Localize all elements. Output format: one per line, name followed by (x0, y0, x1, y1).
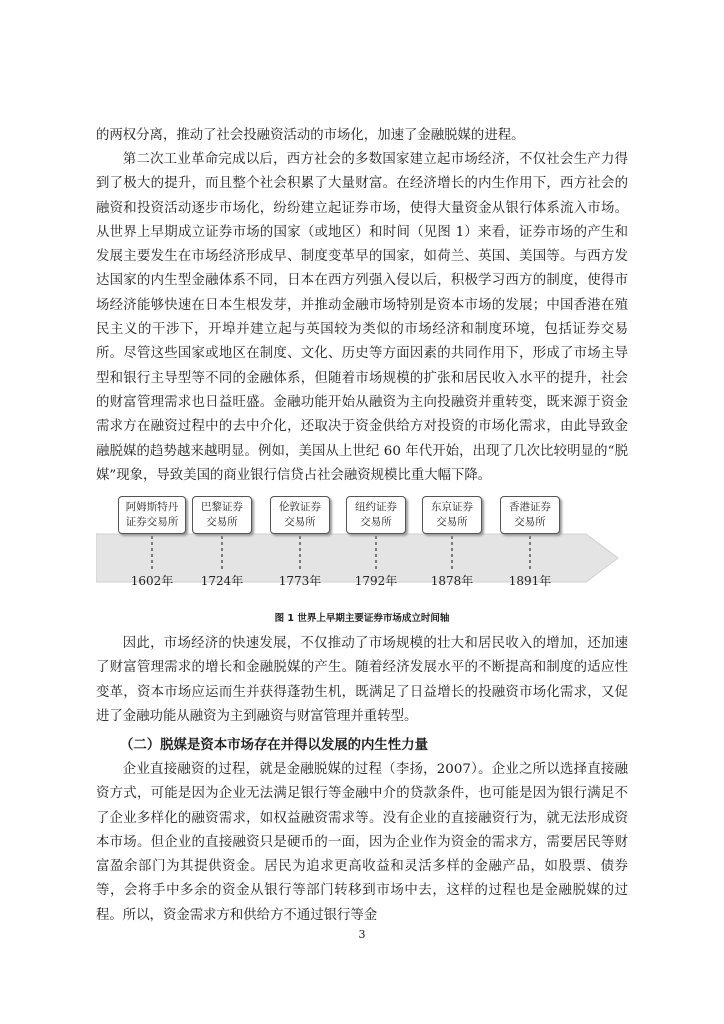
figure-caption: 图 1 世界上早期主要证券市场成立时间轴 (274, 613, 450, 624)
timeline-year-1891: 1891年 (508, 574, 552, 588)
timeline-year-1602: 1602年 (130, 574, 174, 588)
timeline-box-tokyo: 东京证券 交易所 (422, 496, 482, 534)
paragraph-2: 第二次工业革命完成以后，西方社会的多数国家建立起市场经济，不仅社会生产力得到了极大的提升，而且整个社会积累了大量财富。在经济增长的内生作用下，西方社会的融资和投资活动逐步市场化，纷纷建立起证券市场，使得大量资金从银行体系流入市场。从世界上早期成立证券市场的国家（或地区）和时间（见图 1）来看，证券市场的产生和发展主要发生在市场经济形成早、制度变革早的国家，如荷兰、英国、美国等。与西方发达国家的内生型金融体系不同，日本在西方列强入侵以后，积极学习西方的制度，使得市场经济能够快速在日本生根发芽，并推动金融市场特别是资本市场的发展；中国香港在殖民主义的干涉下，开埠并建立起与英国较为类似的市场经济和制度环境，包括证券交易所。尽管这些国家或地区在制度、文化、历史等方面因素的共同作用下，形成了市场主导型和银行主导型等不同的金融体系，但随着市场规模的扩张和居民收入水平的提升，社会的财富管理需求也日益旺盛。金融功能开始从融资为主向投融资并重转变，既来源于资金需求方在融资过程中的去中介化，还取决于资金供给方对投资的市场化需求，由此导致金融脱媒的趋势越来越明显。例如，美国从上世纪 60 年代开始，出现了几次比较明显的“脱媒”现象，导致美国的商业银行信贷占社会融资规模比重大幅下降。 (96, 152, 628, 483)
timeline-year-1773: 1773年 (278, 574, 322, 588)
timeline-box-amsterdam: 阿姆斯特丹 证券交易所 (118, 496, 186, 534)
paragraph-1: 的两权分离，推动了社会投融资活动的市场化，加速了金融脱媒的进程。 (96, 128, 525, 143)
timeline-box-hongkong: 香港证券 交易所 (500, 496, 560, 534)
timeline-box-newyork: 纽约证券 交易所 (346, 496, 406, 534)
paragraph-4: 企业直接融资的过程，就是金融脱媒的过程（李扬，2007）。企业之所以选择直接融资方式，可能是因为企业无法满足银行等金融中介的贷款条件，也可能是因为银行满足不了企业多样化的融资需求，如权益融资需求等。没有企业的直接融资行为，就无法形成资本市场。但企业的直接融资只是硬币的一面，因为企业作为资金的需求方，需要居民等财富盈余部门为其提供资金。居民为追求更高收益和灵活多样的金融产品，如股票、债券等，会将手中多余的资金从银行等部门转移到市场中去，这样的过程也是金融脱媒的过程。所以，资金需求方和供给方不通过银行等金 (96, 762, 628, 923)
section-heading: （二）脱媒是资本市场存在并得以发展的内生性力量 (120, 738, 428, 753)
page-number: 3 (358, 928, 366, 941)
timeline-box-paris: 巴黎证券 交易所 (192, 496, 252, 534)
timeline-year-1792: 1792年 (354, 574, 398, 588)
timeline-box-london: 伦敦证券 交易所 (270, 496, 330, 534)
timeline-figure (96, 490, 628, 602)
paragraph-3: 因此，市场经济的快速发展，不仅推动了市场规模的壮大和居民收入的增加，还加速了财富管理需求的增长和金融脱媒的产生。随着经济发展水平的不断提高和制度的适应性变革，资本市场应运而生并获得蓬勃生机，既满足了日益增长的投融资市场化需求，又促进了金融功能从融资为主到融资与财富管理并重转型。 (96, 636, 628, 724)
timeline-year-1724: 1724年 (200, 574, 244, 588)
timeline-year-1878: 1878年 (430, 574, 474, 588)
